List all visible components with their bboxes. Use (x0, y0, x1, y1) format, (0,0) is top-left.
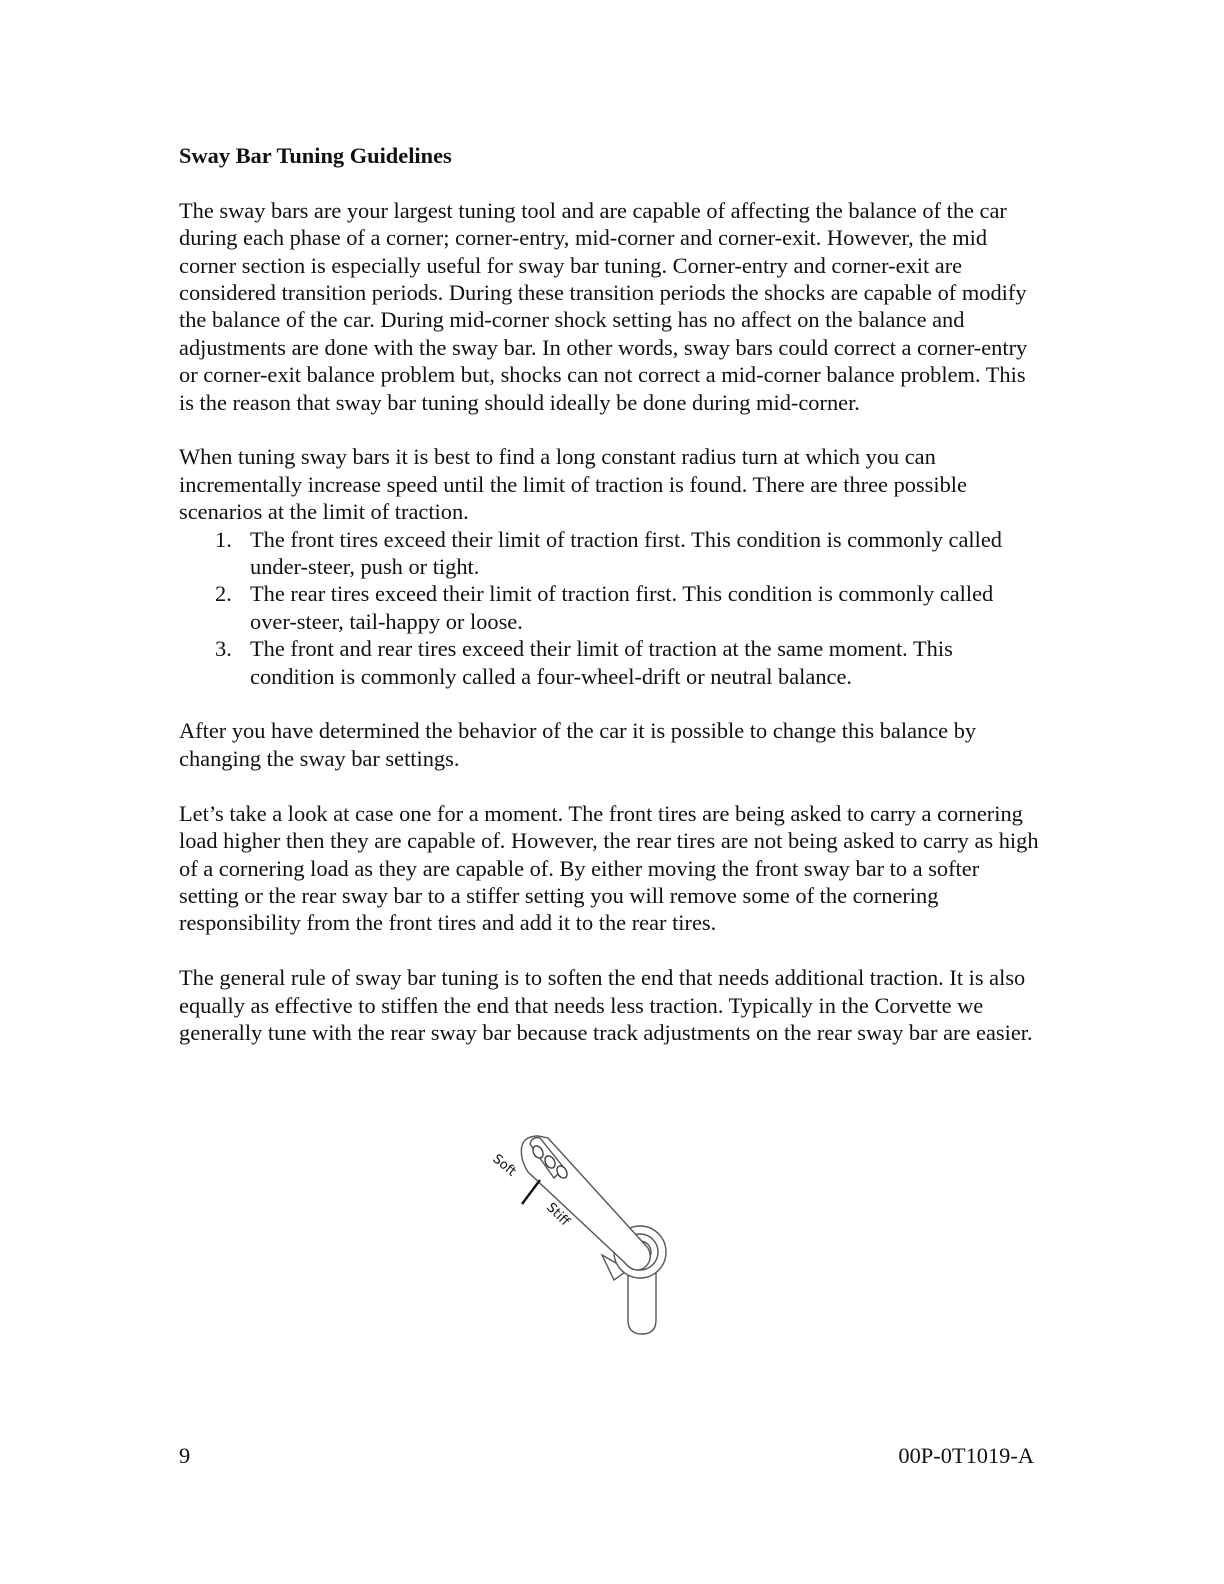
soft-label: Soft (489, 1151, 519, 1180)
list-item-text: The front and rear tires exceed their limit of traction at the same moment. This condition is commonly called a four-wheel-drift or neutral balance. (250, 636, 953, 689)
list-item-text: The front tires exceed their limit of traction first. This condition is commonly called under-steer, push or tight. (250, 526, 1002, 580)
list-item (179, 580, 1039, 635)
setting-divider (522, 1180, 540, 1204)
scenario-list (179, 526, 1039, 690)
after-paragraph: After you have determined the behavior of the car it is possible to change this balance by changing the sway bar settings. (179, 718, 977, 771)
page-number: 9 (179, 1443, 191, 1468)
intro-paragraph: The sway bars are your largest tuning tool and are capable of affecting the balance of the car during each phase of a corner; corner-entry, mid-corner and corner-exit. However, the mid corner section is especially useful for sway bar tuning. Corner-entry and corner-exit are considered transition periods. During these transition periods the shocks are capable of modify the balance of the car. During mid-corner shock setting has no affect on the balance and adjustments are done with the sway bar. In other words, sway bars could correct a corner-entry or corner-exit balance problem but, shocks can not correct a mid-corner balance problem. This is the reason that sway bar tuning should ideally be done during mid-corner. (179, 197, 1028, 415)
sway-bar-illustration (478, 1130, 678, 1340)
sway-bar-drawing (478, 1130, 678, 1340)
document-code: 00P-0T1019-A (898, 1443, 1034, 1468)
list-item-number: 2. (215, 581, 232, 607)
stiff-label: Stiff (543, 1200, 573, 1230)
page-content (179, 142, 1039, 1074)
list-item-number: 3. (215, 636, 232, 662)
case-one-paragraph: Let’s take a look at case one for a moment. The front tires are being asked to carry a cornering load higher then they are capable of. However, the rear tires are not being asked to carry as high of a cornering load as they are capable of. By either moving the front sway bar to a softer setting or the rear sway bar to a stiffer setting you will remove some of the cornering responsibility from the front tires and add it to the rear tires. (179, 800, 1039, 936)
general-rule-paragraph: The general rule of sway bar tuning is to soften the end that needs additional traction. It is also equally as effective to stiffen the end that needs less traction. Typically in the Corvette we generally tune with the rear sway bar because track adjustments on the rear sway bar are easier. (179, 965, 1033, 1045)
list-item (179, 526, 1039, 581)
list-item-text: The rear tires exceed their limit of traction first. This condition is commonly called over-steer, tail-happy or loose. (250, 581, 994, 634)
tuning-paragraph: When tuning sway bars it is best to find a long constant radius turn at which you can incrementally increase speed until the limit of traction is found. There are three possible scenarios at the limit of traction. (179, 444, 967, 525)
list-item-number: 1. (215, 526, 232, 552)
drop-link (628, 1270, 656, 1334)
list-item (179, 635, 1039, 690)
page-title: Sway Bar Tuning Guidelines (179, 143, 452, 168)
